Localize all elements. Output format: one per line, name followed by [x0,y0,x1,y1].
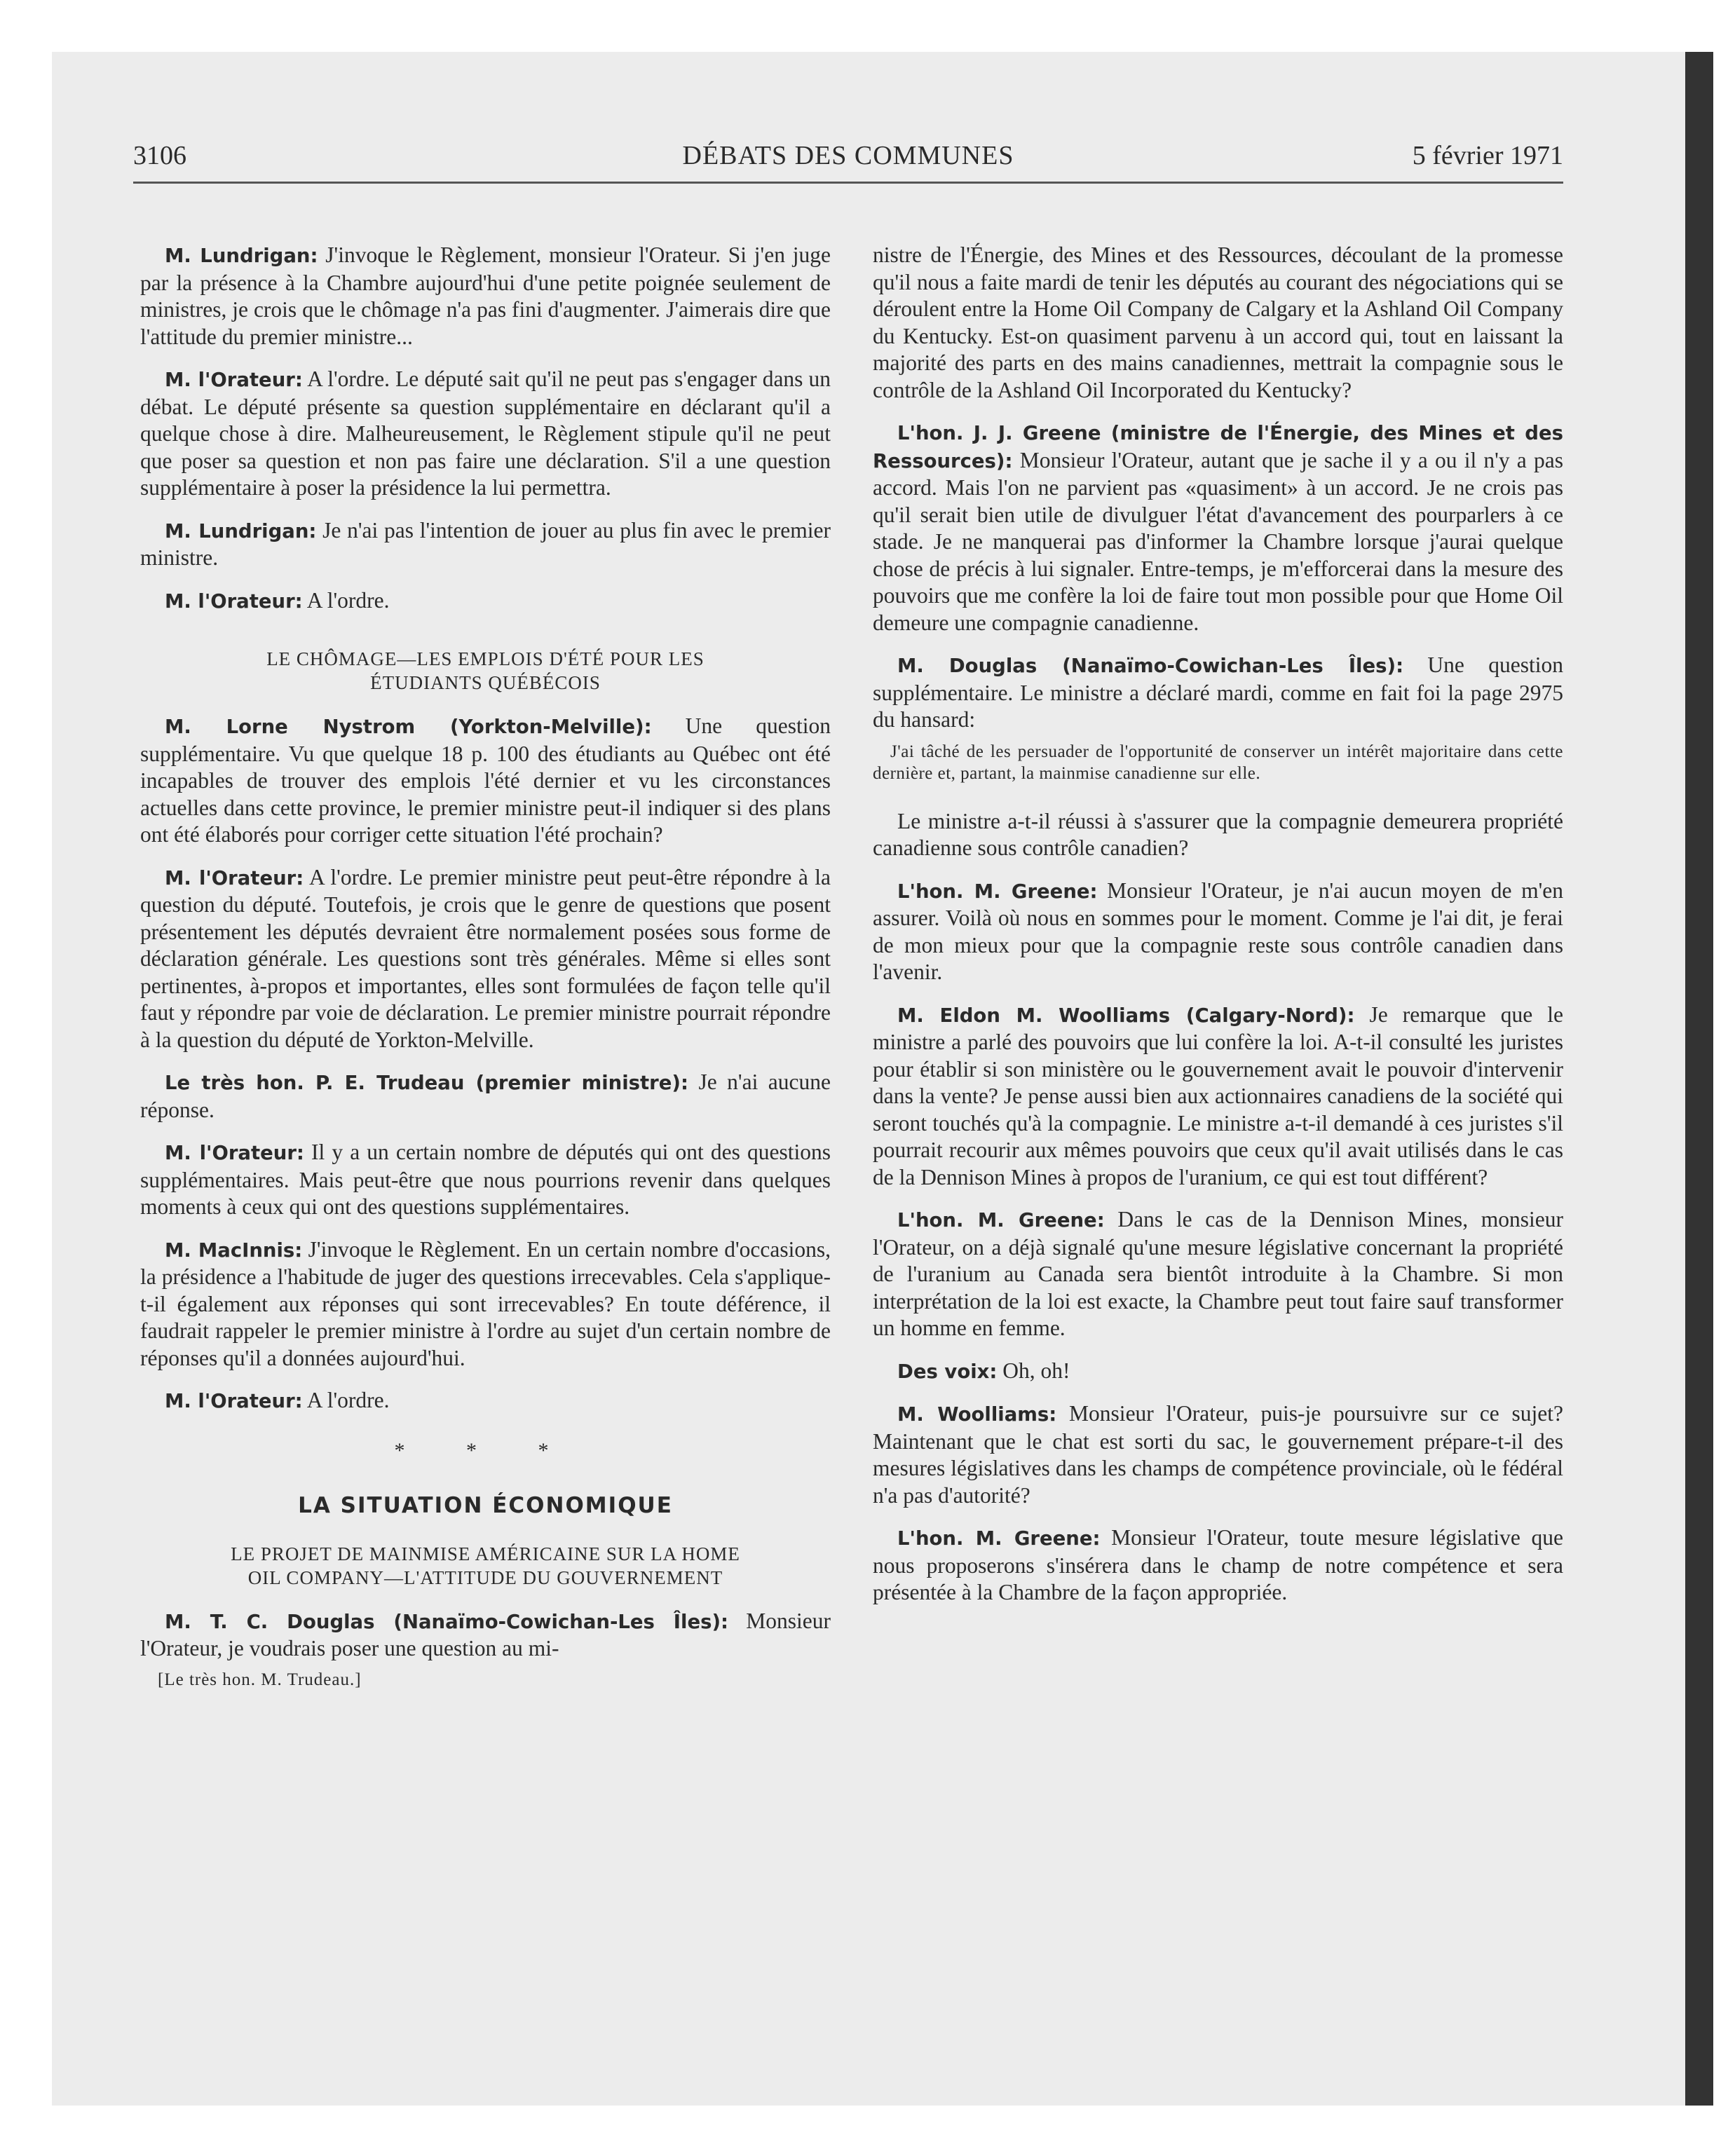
paragraph [873,1400,1563,1509]
speaker: M. Eldon M. Woolliams (Calgary-Nord): [897,1004,1355,1027]
speaker: M. l'Orateur: [165,866,304,889]
speaker: M. T. C. Douglas (Nanaïmo-Cowichan-Les Îles): [165,1610,729,1633]
speaker: M. Lorne Nystrom (Yorkton-Melville): [165,716,652,738]
speech: Une question supplémentaire. Vu que quelque 18 p. 100 des étudiants au Québec ont été incapables de trouver des emplois l'été dernier et vu les circonstances actuelles dans cette province, le premier ministre peut-il indiquer si des plans ont été élaborés pour corriger cette situation l'été prochain? [140,714,831,847]
paragraph [140,1608,831,1663]
paragraph [140,713,831,849]
paragraph [140,1069,831,1124]
paragraph [873,1524,1563,1606]
speech: Dans le cas de la Dennison Mines, monsieur l'Orateur, on a déjà signalé qu'une mesure législative concernant la propriété de l'uranium au Canada sera bientôt introduite à la Chambre. Si mon interprétation de la loi est exacte, la Chambre peut tout faire sauf transformer un homme en femme. [873,1207,1563,1340]
page-date: 5 février 1971 [1412,141,1563,170]
speech: Monsieur l'Orateur, puis-je poursuivre sur ce sujet? Maintenant que le chat est sorti du sac, le gouvernement prépare-t-il des mesures législatives dans les champs de compétence provinciale, où le fédéral n'a pas d'autorité? [873,1401,1563,1508]
speaker: M. MacInnis: [165,1239,303,1262]
speech: J'invoque le Règlement, monsieur l'Orateur. Si j'en juge par la présence à la Chambre aujourd'hui d'une petite poignée seulement de ministres, je crois que le chômage n'a pas fini d'augmenter. J'aimerais dire que l'attitude du premier ministre... [140,243,831,349]
section-separator: * * * [394,1438,577,1462]
speaker: M. Lundrigan: [165,245,318,267]
paragraph [873,1002,1563,1192]
speech: Le ministre a-t-il réussi à s'assurer que la compagnie demeurera propriété canadienne sous contrôle canadien? [873,808,1563,860]
speech: nistre de l'Énergie, des Mines et des Ressources, découlant de la promesse qu'il nous a faite mardi de tenir les députés au courant des négociations qui se déroulent entre la Home Oil Company de Calgary et la Ashland Oil Company du Kentucky. Est-on quasiment parvenu à un accord qui, tout en laissant la majorité des parts en des mains canadiennes, mettrait la compagnie sous le contrôle de la Ashland Oil Incorporated du Kentucky? [873,243,1563,402]
subheading-line: LE PROJET DE MAINMISE AMÉRICAINE SUR LA HOME [231,1543,740,1564]
paragraph [140,366,831,502]
speech: Je n'ai aucune réponse. [140,1070,831,1122]
paragraph [873,652,1563,734]
speech: Monsieur l'Orateur, toute mesure législative que nous proposerons s'insérera dans le champ de notre compétence et sera présentée à la Chambre de la façon appropriée. [873,1525,1563,1604]
paragraph [140,1139,831,1221]
speech: Monsieur l'Orateur, je voudrais poser une question au mi- [140,1608,831,1660]
speech: A l'ordre. Le premier ministre peut peut-être répondre à la question du député. Toutefois, je crois que le genre de questions que posent présentement les députés devraient être normalement posées sous forme de déclaration générale. Les questions sont très générales. Même si elles sont pertinentes, à-propos et importantes, elles sont formulées de façon telle qu'il faut y répondre par voie de déclaration. Le premier ministre pourrait répondre à la question du député de Yorkton-Melville. [140,864,831,1052]
paragraph [140,517,831,572]
speaker: Des voix: [897,1360,998,1383]
speech: A l'ordre. [302,587,390,613]
paragraph [873,1206,1563,1342]
speaker: M. Woolliams: [897,1403,1057,1426]
speech: Je n'ai pas l'intention de jouer au plus fin avec le premier ministre. [140,517,831,570]
speaker: L'hon. M. Greene: [897,880,1098,903]
speaker: L'hon. M. Greene: [897,1209,1105,1231]
paragraph [140,864,831,1054]
journal-title: DÉBATS DES COMMUNES [682,141,1014,170]
paragraph [873,878,1563,986]
page-header [133,140,1563,179]
right-column [873,242,1563,1622]
speech: A l'ordre. Le député sait qu'il ne peut pas s'engager dans un débat. Le député présente sa question supplémentaire en déclarant qu'il a quelque chose à dire. Malheureusement, le Règlement stipule qu'il ne peut que poser sa question et non pas faire une déclaration. S'il a une question supplémentaire à poser la présidence la lui permettra. [140,367,831,500]
paragraph [873,808,1563,862]
speech: J'invoque le Règlement. En un certain nombre d'occasions, la présidence a l'habitude de juger des questions irrecevables. Cela s'applique-t-il également aux réponses qui sont irrecevables? En toute déférence, il faudrait rappeler le premier ministre à l'ordre au sujet d'un certain nombre de réponses qu'il a données aujourd'hui. [140,1236,831,1370]
scan-edge-shadow [1685,52,1713,2106]
speech: Monsieur l'Orateur, je n'ai aucun moyen de m'en assurer. Voilà où nous en sommes pour le moment. Comme je l'ai dit, je ferai de mon mieux pour que la compagnie reste sous contrôle canadien dans l'avenir. [873,878,1563,984]
paragraph [140,1236,831,1372]
speaker: M. Lundrigan: [165,519,317,543]
paragraph [873,419,1563,636]
paragraph [140,1387,831,1415]
speaker: M. l'Orateur: [165,1142,304,1164]
speaker: Le très hon. P. E. Trudeau (premier ministre): [165,1072,688,1094]
left-column [140,242,831,1693]
subheading [154,1542,817,1590]
speech: Oh, oh! [997,1358,1070,1383]
speech: Je remarque que le ministre a parlé des pouvoirs que lui confère la loi. A-t-il consulté les juristes pour établir si son ministère ou le gouvernement avait le pouvoir d'intervenir dans la vente? Je pense aussi bien aux actionnaires canadiens de la société qui seront touchés qu'à la compagnie. Le ministre a-t-il demandé à ces juristes s'il pourrait recourir aux mêmes pouvoirs que ceux qu'il avait utilisés dans le cas de la Dennison Mines à propos de l'uranium, ce qui est tout différent? [873,1002,1563,1189]
speech: Monsieur l'Orateur, autant que je sache il y a ou il n'y a pas accord. Mais l'on ne parvient pas «quasiment» à un accord. Je ne crois pas qu'il serait bien utile de divulguer l'état d'avancement des pourparlers à ce stade. Je ne manquerai pas d'informer la Chambre lorsque j'aurai quelque chose de précis à lui signaler. Entre-temps, je m'efforcerai dans la mesure des pouvoirs que me confère la loi de faire tout mon possible pour que Home Oil demeure une compagnie canadienne. [873,447,1563,635]
paragraph [140,242,831,350]
speaker: L'hon. M. Greene: [897,1527,1101,1550]
speaker-note: [Le très hon. M. Trudeau.] [158,1670,362,1689]
block-quote: J'ai tâché de les persuader de l'opportunité de conserver un intérêt majoritaire dans cette dernière et, partant, la mainmise canadienne sur elle. [873,742,1563,783]
header-rule [133,182,1563,184]
speech: A l'ordre. [302,1388,390,1412]
paragraph [873,1358,1563,1386]
subheading-line: OIL COMPANY—L'ATTITUDE DU GOUVERNEMENT [247,1567,723,1588]
speaker: M. l'Orateur: [165,589,303,613]
paragraph [140,587,831,615]
speaker: L'hon. J. J. Greene (ministre de l'Énergie, des Mines et des Ressources): [873,422,1563,472]
subheading [154,647,817,695]
paragraph [873,242,1563,404]
speaker: M. l'Orateur: [165,1390,303,1412]
speaker: M. Douglas (Nanaïmo-Cowichan-Les Îles): [897,655,1404,677]
speech: Une question supplémentaire. Le ministre a déclaré mardi, comme en fait foi la page 2975 du hansard: [873,653,1563,732]
page-number: 3106 [133,141,186,170]
speech: Il y a un certain nombre de députés qui ont des questions supplémentaires. Mais peut-être que nous pourrions revenir dans quelques moments à ceux qui ont des questions supplémentaires. [140,1140,831,1219]
speaker: M. l'Orateur: [165,369,303,391]
subheading-line: LE CHÔMAGE—LES EMPLOIS D'ÉTÉ POUR LES [266,648,705,669]
section-title: LA SITUATION ÉCONOMIQUE [298,1493,673,1518]
subheading-line: ÉTUDIANTS QUÉBÉCOIS [370,672,601,693]
